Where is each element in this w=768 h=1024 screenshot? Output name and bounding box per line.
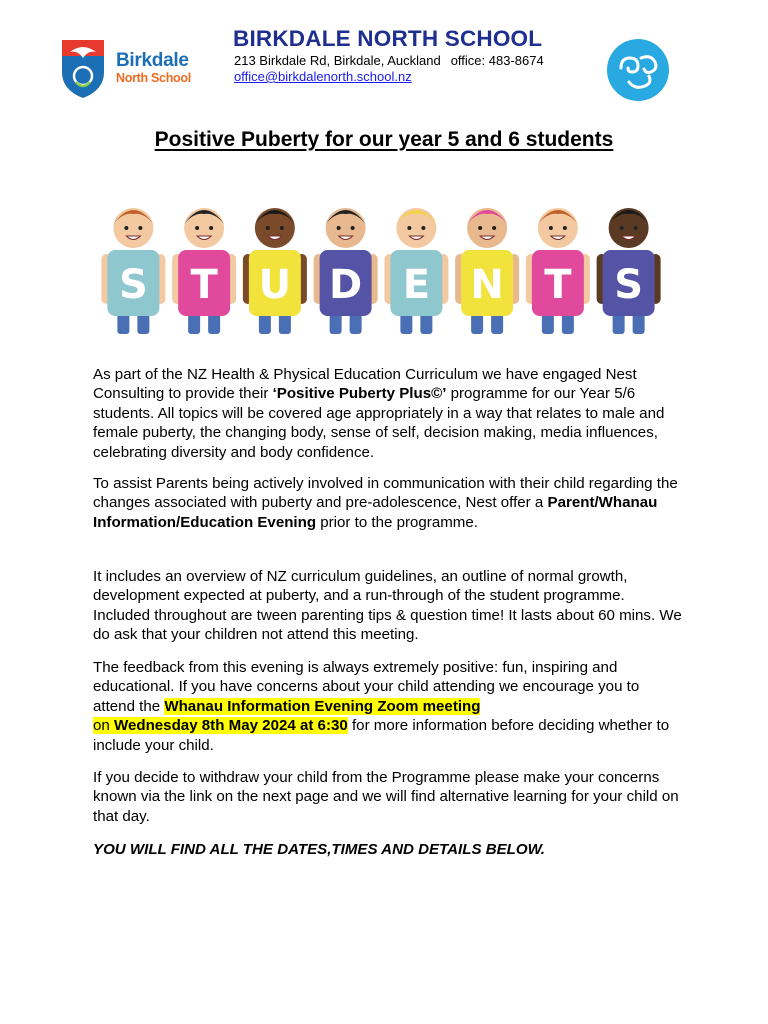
- student-figure: [101, 208, 165, 334]
- paragraph-overview: It includes an overview of NZ curriculum guidelines, an outline of normal growth, development expected at puberty, and a run-through of the student programme. Included throughout are tween parenting tips & question time! It lasts about 60 mins. We do ask that your children not attend this meeting.: [93, 568, 682, 644]
- students-graphic: [98, 190, 664, 336]
- paragraph-text: To assist Parents being actively involved in communication with their child regarding the changes associated with puberty and pre-adolescence, Nest offer a: [93, 475, 678, 512]
- shirt-letter: S: [614, 262, 644, 308]
- programme-name: ‘Positive Puberty Plus©’: [272, 385, 447, 403]
- paragraph-text: for more information before deciding whether to include your child.: [93, 717, 670, 754]
- school-address: [234, 53, 544, 68]
- shirt-letter: E: [402, 262, 431, 308]
- shirt-letter: T: [190, 262, 218, 308]
- paragraph-text: programme for our Year 5/6 students. All topics will be covered age appropriately in a way that relates to male and female puberty, the changing body, sense of self, decision making, media influences, celebrating diversity and body confidence.: [93, 385, 665, 461]
- address-text: 213 Birkdale Rd, Birkdale, Auckland: [234, 53, 441, 68]
- shirt-letter: D: [329, 262, 363, 308]
- paragraph-withdraw: If you decide to withdraw your child from the Programme please make your concerns known via the link on the next page and we will find alternative learning for your child on that day.: [93, 769, 679, 825]
- page-title-text: Positive Puberty for our year 5 and 6 students: [154, 128, 614, 151]
- student-figure: [243, 208, 307, 334]
- highlight-on: on: [93, 717, 114, 735]
- student-figure: [172, 208, 236, 334]
- shirt-letter: S: [118, 262, 148, 308]
- paragraph-text: The feedback from this evening is always extremely positive: fun, inspiring and educational. If you have concerns about your child attending we encourage you to attend the: [93, 659, 640, 715]
- shirt-letter: T: [544, 262, 572, 308]
- closing-note: YOU WILL FIND ALL THE DATES,TIMES AND DETAILS BELOW.: [93, 841, 545, 858]
- email-link[interactable]: office@birkdalenorth.school.nz: [234, 69, 412, 84]
- evening-name: Parent/Whanau Information/Education Evening: [93, 494, 658, 531]
- spiral-logo-icon: [605, 38, 671, 102]
- logo-word-north-school: North School: [116, 71, 191, 85]
- page-title: [0, 128, 768, 152]
- office-phone: office: 483-8674: [450, 53, 544, 68]
- paragraph-parents: [93, 474, 683, 532]
- paragraph-curriculum: [93, 365, 683, 462]
- shirt-letter: N: [470, 262, 504, 308]
- student-figure: [384, 208, 448, 334]
- students-illustration: [98, 190, 664, 336]
- paragraph-feedback: [93, 658, 683, 755]
- student-figure: [314, 208, 378, 334]
- logo-word-birkdale: Birkdale: [116, 50, 189, 71]
- paragraph-text: As part of the NZ Health & Physical Education Curriculum we have engaged Nest Consulting to provide their: [93, 366, 637, 403]
- nest-logo: [605, 38, 671, 102]
- school-logo: [58, 38, 193, 100]
- highlight-zoom-meeting: Whanau Information Evening Zoom meeting: [164, 697, 481, 715]
- student-figure: [597, 208, 661, 334]
- school-name: BIRKDALE NORTH SCHOOL: [233, 26, 543, 51]
- student-figure: [526, 208, 590, 334]
- student-figure: [455, 208, 519, 334]
- paragraph-text: prior to the programme.: [316, 513, 478, 531]
- highlight-meeting-date: Wednesday 8th May 2024 at 6:30: [113, 717, 348, 735]
- crest-icon: [58, 38, 108, 100]
- shirt-letter: U: [258, 262, 292, 308]
